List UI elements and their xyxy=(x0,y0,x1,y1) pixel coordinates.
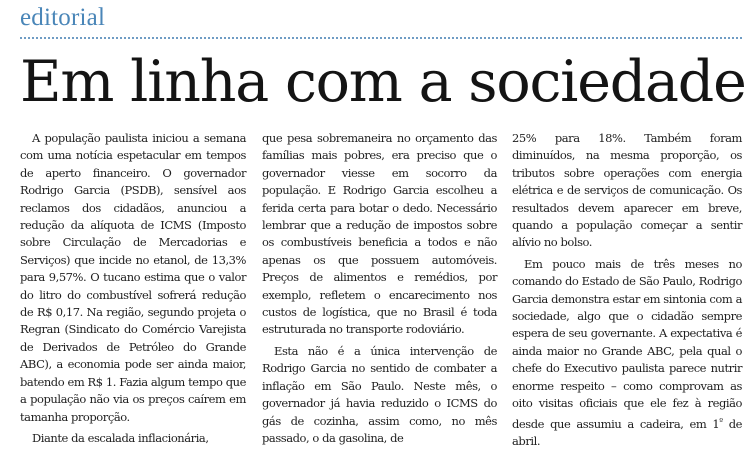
paragraph: A população paulista iniciou a semana com uma notícia espetacular em tempos de aperto financeiro. O governador Rodrigo Garcia (PSDB), sensível aos reclamos dos cidadãos, anunciou a redução da alíquota de ICMS (Imposto sobre Circulação de Mercadorias e Serviços) que incide no etanol, de 13,3% para 9,57%. O tucano estima que o valor do litro do combustível sofrerá redução de R$ 0,17. Na região, segundo projeta o Regran (Sindicato do Comércio Varejista de Derivados de Petróleo do Grande ABC), a economia pode ser ainda maior, batendo em R$ 1. Fazia algum tempo que a população não via os preços caírem em tamanha proporção. xyxy=(20,131,246,424)
paragraph-text: Em pouco mais de três meses no comando do Estado de São Paulo, Rodrigo Garcia demonstra estar em sintonia com a sociedade, algo que o cidadão sempre espera de seu governante. A expectativa é ainda maior no Grande ABC, pela qual o chefe do Executivo paulista parece nutrir enorme respeito – como comprovam as oito visitas oficiais que ele fez à região desde que assumiu a cadeira, em 1 xyxy=(512,256,742,431)
paragraph: 25% para 18%. Também foram diminuídos, na mesma proporção, os tributos sobre operações com energia elétrica e de serviços de comunicação. Os resultados devem aparecer em breve, quando a população começar a sentir alívio no bolso. xyxy=(512,131,742,250)
paragraph: Esta não é a única intervenção de Rodrigo Garcia no sentido de combater a inflação em São Paulo. Neste mês, o governador já havia reduzido o ICMS do gás de cozinha, assim como, no mês passado, o da gasolina, de xyxy=(262,343,497,445)
section-label: editorial xyxy=(20,4,106,31)
article-column-1 xyxy=(20,130,246,451)
article-column-3 xyxy=(512,130,742,454)
section-divider xyxy=(20,37,742,39)
ordinal-indicator: º xyxy=(719,416,723,426)
headline: Em linha com a sociedade xyxy=(20,49,746,115)
paragraph-text-end: de abril. xyxy=(512,416,742,448)
paragraph: Diante da escalada inflacionária, xyxy=(32,430,209,445)
article-column-2 xyxy=(262,130,497,451)
paragraph xyxy=(512,256,742,450)
paragraph: que pesa sobremaneira no orçamento das famílias mais pobres, era preciso que o governador viesse em socorro da população. E Rodrigo Garcia escolheu a ferida certa para botar o dedo. Necessário lembrar que a redução de impostos sobre os combustíveis beneficia a todos e não apenas os que possuem automóveis. Preços de alimentos e remédios, por exemplo, refletem o encarecimento nos custos de logística, que no Brasil é toda estruturada no transporte rodoviário. xyxy=(262,131,497,337)
